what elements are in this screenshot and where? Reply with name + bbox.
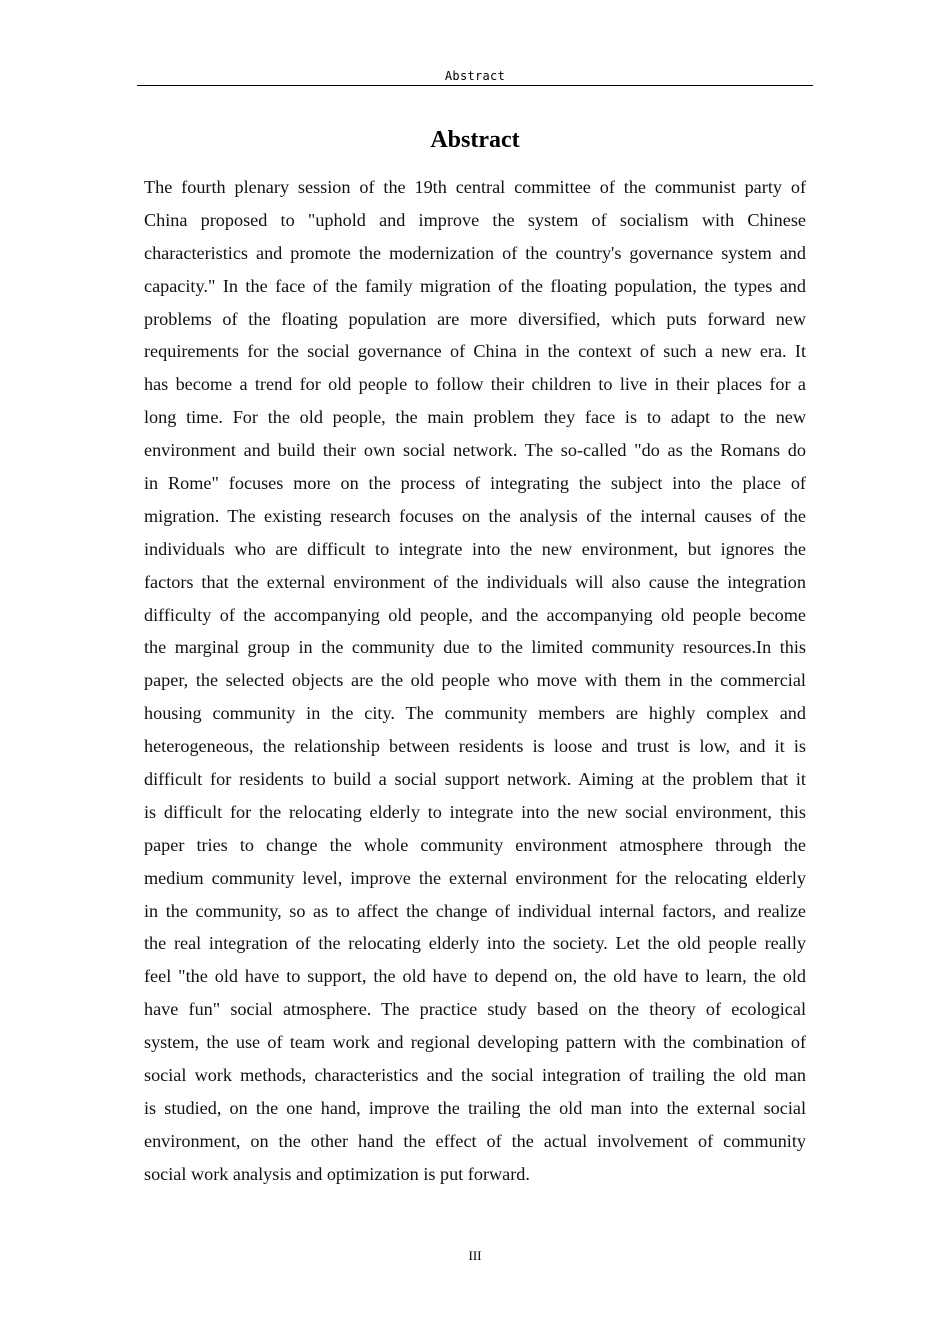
abstract-line: heterogeneous, the relationship between residents is loose and trust is low, and it is bbox=[144, 736, 806, 757]
abstract-line: difficult for residents to build a social support network. Aiming at the problem that it bbox=[144, 769, 806, 790]
running-header: Abstract bbox=[444, 69, 506, 83]
abstract-line: paper tries to change the whole community environment atmosphere through the bbox=[144, 834, 806, 855]
abstract-line: China proposed to "uphold and improve the system of socialism with Chinese bbox=[144, 209, 806, 230]
abstract-line: capacity." In the face of the family migration of the floating population, the types and bbox=[144, 275, 806, 296]
abstract-line: system, the use of team work and regional developing pattern with the combination of bbox=[144, 1032, 806, 1053]
page-title: Abstract bbox=[430, 127, 520, 153]
abstract-line: requirements for the social governance of China in the context of such a new era. It bbox=[144, 341, 806, 362]
abstract-line: long time. For the old people, the main problem they face is to adapt to the new bbox=[144, 407, 806, 428]
abstract-body bbox=[144, 171, 806, 1191]
abstract-line: has become a trend for old people to follow their children to live in their places for a bbox=[144, 374, 806, 395]
header-rule bbox=[137, 85, 813, 86]
abstract-line: is studied, on the one hand, improve the trailing the old man into the external social bbox=[144, 1097, 806, 1118]
page-number: III bbox=[468, 1248, 482, 1263]
abstract-line: in the community, so as to affect the change of individual internal factors, and realize bbox=[144, 900, 806, 921]
abstract-line: is difficult for the relocating elderly to integrate into the new social environment, this bbox=[144, 801, 806, 822]
abstract-line: housing community in the city. The community members are highly complex and bbox=[144, 703, 806, 724]
abstract-line: environment and build their own social network. The so-called "do as the Romans do bbox=[144, 440, 806, 461]
abstract-line: factors that the external environment of the individuals will also cause the integration bbox=[144, 571, 806, 592]
abstract-line: social work analysis and optimization is put forward. bbox=[144, 1163, 530, 1184]
abstract-line: characteristics and promote the modernization of the country's governance system and bbox=[144, 242, 806, 263]
abstract-line: difficulty of the accompanying old people, and the accompanying old people become bbox=[144, 604, 806, 625]
abstract-line: the real integration of the relocating elderly into the society. Let the old people really bbox=[144, 933, 806, 954]
abstract-line: The fourth plenary session of the 19th central committee of the communist party of bbox=[144, 177, 806, 197]
abstract-line: feel "the old have to support, the old have to depend on, the old have to learn, the old bbox=[144, 966, 806, 987]
abstract-line: medium community level, improve the external environment for the relocating elderly bbox=[144, 867, 806, 888]
abstract-line: have fun" social atmosphere. The practice study based on the theory of ecological bbox=[144, 999, 806, 1020]
abstract-line: in Rome" focuses more on the process of integrating the subject into the place of bbox=[144, 473, 806, 494]
abstract-line: environment, on the other hand the effect of the actual involvement of community bbox=[144, 1130, 806, 1151]
abstract-line: individuals who are difficult to integrate into the new environment, but ignores the bbox=[144, 538, 806, 559]
abstract-line: the marginal group in the community due to the limited community resources.In this bbox=[144, 637, 806, 658]
abstract-line: migration. The existing research focuses on the analysis of the internal causes of the bbox=[144, 505, 806, 526]
abstract-line: social work methods, characteristics and the social integration of trailing the old man bbox=[144, 1065, 806, 1086]
abstract-line: paper, the selected objects are the old people who move with them in the commercial bbox=[144, 670, 806, 691]
abstract-line: problems of the floating population are more diversified, which puts forward new bbox=[144, 308, 806, 329]
